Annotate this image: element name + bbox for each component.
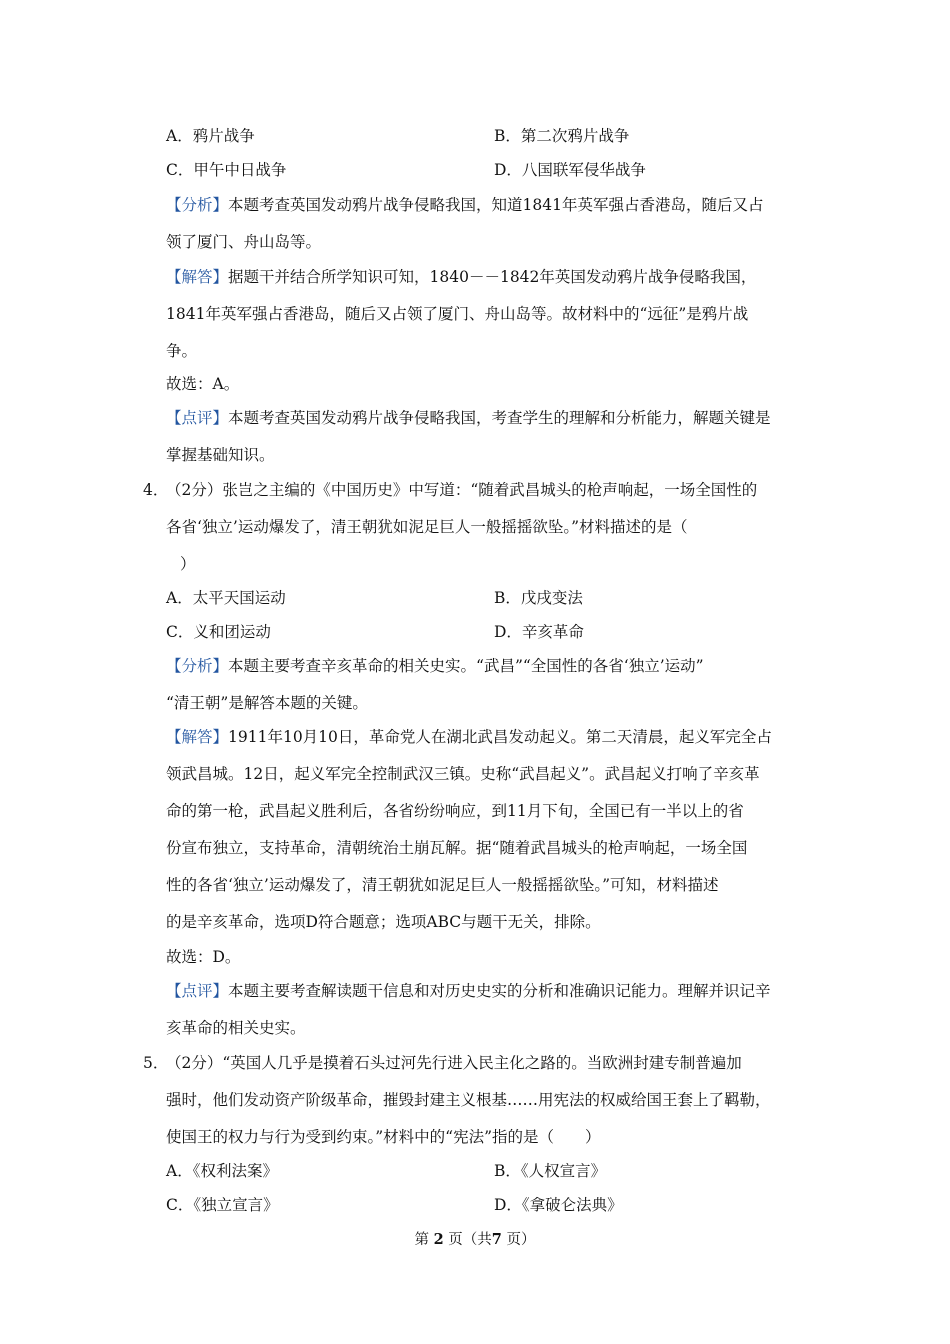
- q4-number: 4．: [143, 481, 169, 499]
- q3-analysis-line-2: 领了厦门、舟山岛等。: [166, 233, 322, 251]
- q5-stem-line-2: 强时，他们发动资产阶级革命，摧毁封建主义根基……用宪法的权威给国王套上了羁勒，: [166, 1091, 771, 1109]
- q4-analysis-line-1: 【分析】本题主要考查辛亥革命的相关史实。“武昌”“全国性的各省‘独立’运动”: [166, 657, 704, 675]
- q4-answer-line-2: 领武昌城。12日，起义军完全控制武汉三镇。史称“武昌起义”。武昌起义打响了辛亥革: [166, 765, 760, 783]
- q4-comment-line-1: 【点评】本题主要考查解读题干信息和对历史史实的分析和准确识记能力。理解并识记辛: [166, 982, 771, 1000]
- q5-option-d: D．《拿破仑法典》: [494, 1196, 623, 1214]
- q4-answer-line-1: 【解答】1911年10月10日，革命党人在湖北武昌发动起义。第二天清晨，起义军完全占: [166, 728, 772, 746]
- q5-option-b: B．《人权宣言》: [494, 1162, 607, 1180]
- q3-option-b: B．第二次鸦片战争: [494, 127, 630, 145]
- q4-stem-line-2: 各省‘独立’运动爆发了，清王朝犹如泥足巨人一般摇摇欲坠。”材料描述的是（: [166, 518, 688, 536]
- analysis-tag: 【分析】: [166, 196, 229, 214]
- q3-analysis-line-1: 【分析】本题考查英国发动鸦片战争侵略我国，知道1841年英军强占香港岛，随后又占: [166, 196, 764, 214]
- q4-analysis-line-2: “清王朝”是解答本题的关键。: [166, 694, 368, 712]
- q3-option-a: A．鸦片战争: [166, 127, 255, 145]
- q3-comment-line-2: 掌握基础知识。: [166, 446, 275, 464]
- q4-answer-line-6: 的是辛亥革命，选项D符合题意；选项ABC与题干无关，排除。: [166, 913, 601, 931]
- analysis-tag: 【分析】: [166, 657, 229, 675]
- total-page-number: 7: [491, 1231, 502, 1248]
- answer-tag: 【解答】: [166, 728, 229, 746]
- q4-option-d: D．辛亥革命: [494, 623, 584, 641]
- current-page-number: 2: [433, 1231, 444, 1248]
- comment-tag: 【点评】: [166, 982, 229, 1000]
- q3-choice: 故选：A。: [166, 375, 240, 393]
- q4-answer-line-4: 份宣布独立，支持革命，清朝统治土崩瓦解。据“随着武昌城头的枪声响起，一场全国: [166, 839, 748, 857]
- q3-answer-line-1: 【解答】据题干并结合所学知识可知，1840－－1842年英国发动鸦片战争侵略我国，: [166, 268, 757, 286]
- q4-stem-line-1: （2分）张岂之主编的《中国历史》中写道：“随着武昌城头的枪声响起，一场全国性的: [166, 481, 758, 499]
- q4-comment-line-2: 亥革命的相关史实。: [166, 1019, 306, 1037]
- q4-choice: 故选：D。: [166, 948, 241, 966]
- q3-answer-line-2: 1841年英军强占香港岛，随后又占领了厦门、舟山岛等。故材料中的“远征”是鸦片战: [166, 305, 749, 323]
- page-footer: 第 2 页（共7 页）: [414, 1231, 536, 1248]
- q4-answer-line-5: 性的各省‘独立’运动爆发了，清王朝犹如泥足巨人一般摇摇欲坠。”可知，材料描述: [166, 876, 719, 894]
- q5-number: 5．: [143, 1054, 169, 1072]
- q4-answer-line-3: 命的第一枪，武昌起义胜利后，各省纷纷响应，到11月下旬，全国已有一半以上的省: [166, 802, 744, 820]
- answer-tag: 【解答】: [166, 268, 229, 286]
- q4-option-b: B．戊戌变法: [494, 589, 583, 607]
- q5-option-c: C．《独立宣言》: [166, 1196, 279, 1214]
- q5-stem-line-3: 使国王的权力与行为受到约束。”材料中的“宪法”指的是（ ）: [166, 1128, 601, 1146]
- q3-comment-line-1: 【点评】本题考查英国发动鸦片战争侵略我国，考查学生的理解和分析能力，解题关键是: [166, 409, 771, 427]
- q3-option-d: D．八国联军侵华战争: [494, 161, 646, 179]
- q3-option-c: C．甲午中日战争: [166, 161, 287, 179]
- q4-option-a: A．太平天国运动: [166, 589, 286, 607]
- q4-stem-line-3: ）: [180, 555, 196, 573]
- q3-answer-line-3: 争。: [166, 342, 198, 360]
- comment-tag: 【点评】: [166, 409, 229, 427]
- q4-option-c: C．义和团运动: [166, 623, 271, 641]
- q5-option-a: A．《权利法案》: [166, 1162, 278, 1180]
- q5-stem-line-1: （2分）“英国人几乎是摸着石头过河先行进入民主化之路的。当欧洲封建专制普遍加: [166, 1054, 742, 1072]
